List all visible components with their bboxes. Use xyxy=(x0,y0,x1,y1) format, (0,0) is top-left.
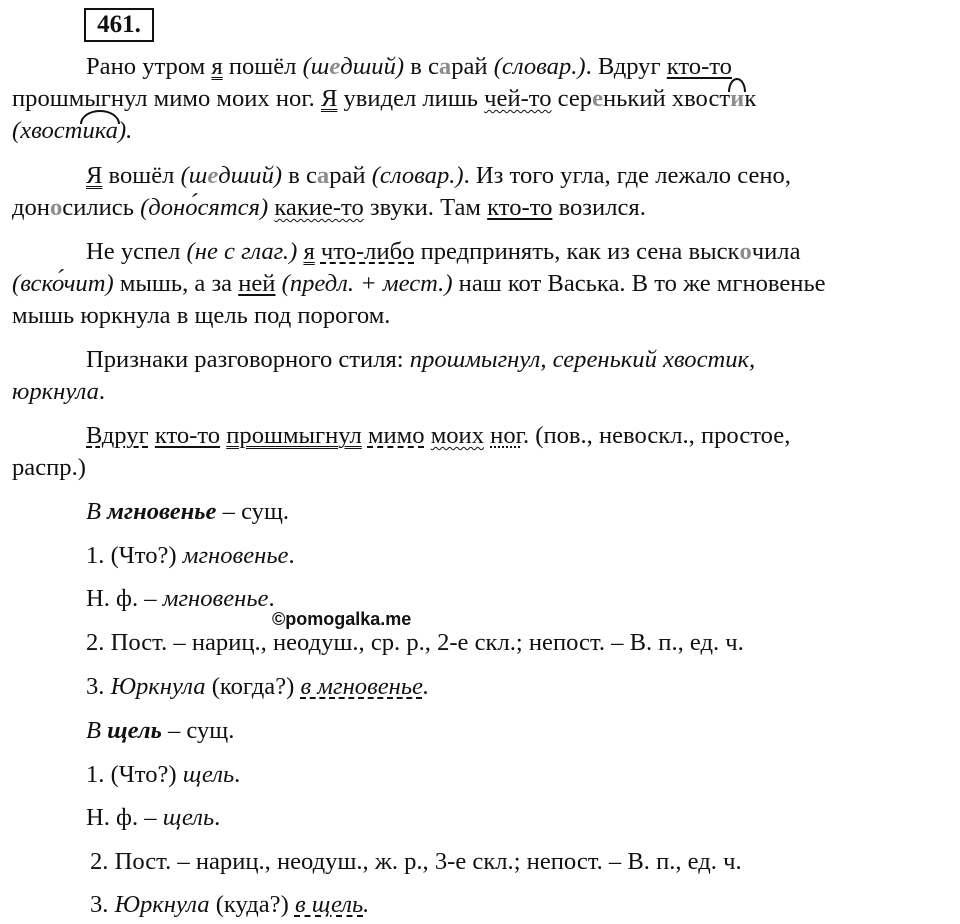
p3-line-3: мышь юркнула в щель под порогом. xyxy=(12,302,391,329)
analysis2-head: В щель – сущ. xyxy=(86,717,235,744)
watermark: ©pomogalka.me xyxy=(272,609,412,629)
p1-line-3: (хвостика). xyxy=(12,117,133,144)
analysis2-step4: 3. Юркнула (куда?) в щель. xyxy=(90,891,370,918)
exercise-number: 461. xyxy=(84,8,154,42)
p2-line-1: Я вошёл (шедший) в сарай (словар.). Из того угла, где лежало сено, xyxy=(86,162,791,189)
p5-line-2: распр.) xyxy=(12,454,86,481)
p4-line-2: юркнула. xyxy=(12,378,106,405)
p1-line-2: прошмыгнул мимо моих ног. Я увидел лишь чей-то серенький хвостик xyxy=(12,85,757,112)
p3-line-1: Не успел (не с глаг.) я что-либо предпринять, как из сена выскочила xyxy=(86,238,801,265)
analysis2-step2: Н. ф. – щель. xyxy=(86,804,221,831)
analysis1-head: В мгновенье – сущ. xyxy=(86,498,290,525)
analysis2-step3: 2. Пост. – нариц., неодуш., ж. р., 3-е скл.; непост. – В. п., ед. ч. xyxy=(90,848,742,875)
analysis1-step1: 1. (Что?) мгновенье. xyxy=(86,542,295,569)
p5-line-1: Вдруг кто-то прошмыгнул мимо моих ног. (пов., невоскл., простое, xyxy=(86,422,791,449)
p3-line-2: (вско ́чит) мышь, а за ней (предл. + мест.) наш кот Васька. В то же мгновенье xyxy=(12,269,826,299)
analysis1-step3: 2. Пост. – нариц., неодуш., ср. р., 2-е скл.; непост. – В. п., ед. ч. xyxy=(86,629,744,656)
p4-line-1: Признаки разговорного стиля: прошмыгнул, серенький хвостик, xyxy=(86,346,756,373)
p2-line-2: доносились (доно ́сятся) какие-то звуки. Там кто-то возился. xyxy=(12,193,646,223)
p1-line-1: Рано утром я пошёл (шедший) в сарай (словар.). Вдруг кто-то xyxy=(86,53,732,80)
analysis2-step1: 1. (Что?) щель. xyxy=(86,761,241,788)
analysis1-step2: Н. ф. – мгновенье. xyxy=(86,585,275,612)
analysis1-step4: 3. Юркнула (когда?) в мгновенье. xyxy=(86,673,430,700)
